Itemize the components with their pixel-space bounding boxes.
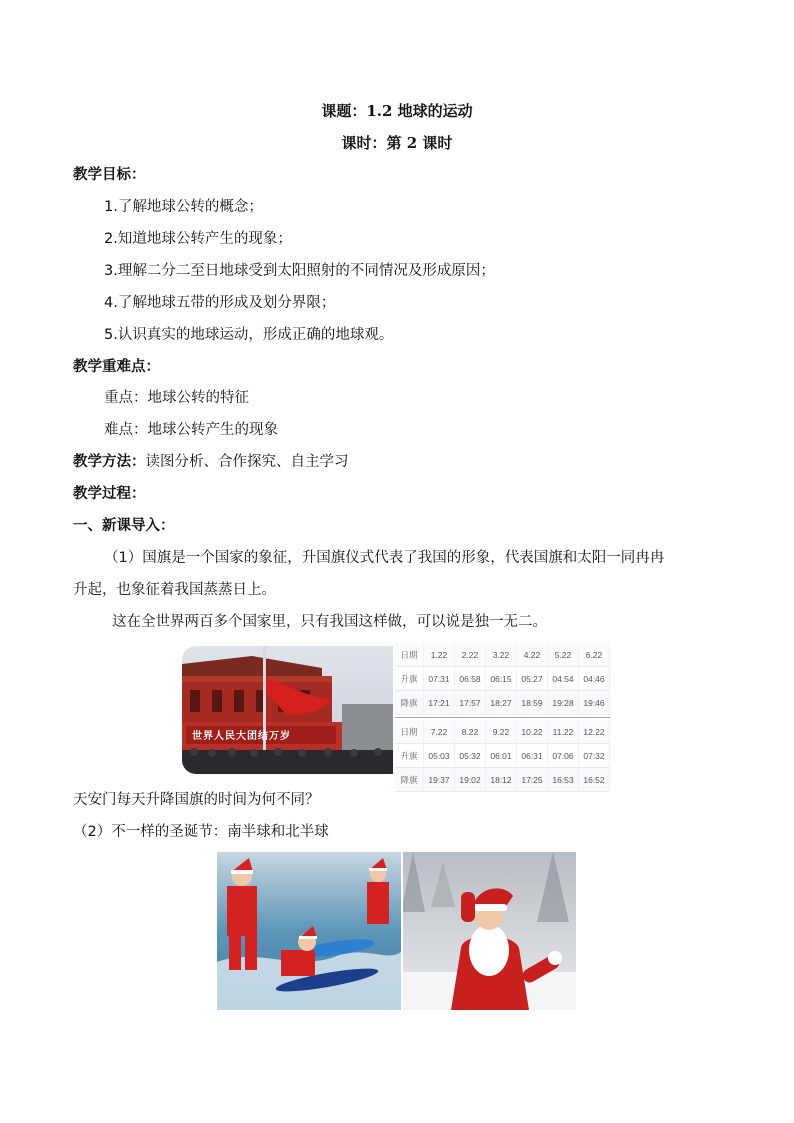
row-label: 日期: [395, 720, 424, 744]
row-label: 日期: [395, 643, 424, 667]
flag-times-block-2: [395, 720, 610, 792]
table-row: [395, 643, 610, 667]
table-cell: 17:21: [424, 691, 455, 715]
row-label: 降旗: [395, 768, 424, 792]
table-cell: 5.22: [548, 643, 579, 667]
table-row: [395, 744, 610, 768]
table-cell: 10.22: [517, 720, 548, 744]
table-cell: 7.22: [424, 720, 455, 744]
table-cell: 05:27: [517, 667, 548, 691]
methods-row: [73, 452, 349, 472]
table-cell: 8.22: [455, 720, 486, 744]
table-cell: 3.22: [486, 643, 517, 667]
goals-heading: 教学目标：: [73, 166, 146, 183]
table-cell: 07:32: [579, 744, 610, 768]
table-cell: 19:46: [579, 691, 610, 715]
table-cell: 18:27: [486, 691, 517, 715]
table-cell: 17:57: [455, 691, 486, 715]
row-label: 升旗: [395, 667, 424, 691]
goal-item: 4.了解地球五带的形成及划分界限；: [104, 295, 336, 311]
snow-santa-photo: [403, 852, 576, 1010]
table-cell: 18:12: [486, 768, 517, 792]
tiananmen-banner-text: 世界人民大团结万岁: [192, 731, 291, 742]
table-divider: [395, 717, 610, 718]
paragraph-christmas: （2）不一样的圣诞节：南半球和北半球: [73, 824, 329, 840]
table-cell: 18:59: [517, 691, 548, 715]
row-label: 降旗: [395, 691, 424, 715]
table-cell: 17:25: [517, 768, 548, 792]
table-cell: 19:28: [548, 691, 579, 715]
tiananmen-flag-photo: [182, 646, 393, 774]
table-cell: 16:53: [548, 768, 579, 792]
keypoints-heading: 教学重难点：: [73, 358, 160, 375]
goal-item: 3.理解二分二至日地球受到太阳照射的不同情况及形成原因；: [104, 263, 495, 279]
table-row: [395, 667, 610, 691]
lesson-period: 课时：第 2 课时: [341, 134, 453, 152]
paragraph-flag-line2: 升起，也象征着我国蒸蒸日上。: [73, 582, 276, 598]
table-cell: 06:31: [517, 744, 548, 768]
table-row: [395, 720, 610, 744]
difficult-point: 难点：地球公转产生的现象: [104, 422, 278, 438]
paragraph-unique: 这在全世界两百多个国家里，只有我国这样做，可以说是独一无二。: [112, 614, 547, 630]
table-cell: 05:32: [455, 744, 486, 768]
flag-times-table: [395, 643, 610, 792]
surfing-santa-photo: [217, 852, 401, 1010]
table-cell: 12.22: [579, 720, 610, 744]
table-cell: 9.22: [486, 720, 517, 744]
goal-item: 5.认识真实的地球运动，形成正确的地球观。: [104, 327, 394, 343]
goal-item: 1.了解地球公转的概念；: [104, 199, 263, 215]
table-cell: 6.22: [579, 643, 610, 667]
table-cell: 04:54: [548, 667, 579, 691]
process-heading: 教学过程：: [73, 485, 146, 502]
table-cell: 19:37: [424, 768, 455, 792]
table-cell: 1.22: [424, 643, 455, 667]
lesson-title: 课题：1.2 地球的运动: [321, 102, 473, 120]
flag-time-question: 天安门每天升降国旗的时间为何不同？: [73, 792, 320, 808]
focus-point: 重点：地球公转的特征: [104, 390, 249, 406]
row-label: 升旗: [395, 744, 424, 768]
table-cell: 16:52: [579, 768, 610, 792]
table-cell: 06:15: [486, 667, 517, 691]
table-cell: 07:31: [424, 667, 455, 691]
table-cell: 19:02: [455, 768, 486, 792]
table-row: [395, 768, 610, 792]
table-cell: 11.22: [548, 720, 579, 744]
section-intro-heading: 一、新课导入：: [73, 517, 175, 534]
table-cell: 06:58: [455, 667, 486, 691]
methods-heading: 教学方法：: [73, 453, 146, 470]
flag-times-block-1: [395, 643, 610, 715]
table-cell: 06:01: [486, 744, 517, 768]
table-cell: 04:46: [579, 667, 610, 691]
table-cell: 05:03: [424, 744, 455, 768]
goal-item: 2.知道地球公转产生的现象；: [104, 231, 292, 247]
table-cell: 4.22: [517, 643, 548, 667]
methods-text: 读图分析、合作探究、自主学习: [145, 454, 349, 470]
table-row: [395, 691, 610, 715]
table-cell: 07:06: [548, 744, 579, 768]
table-cell: 2.22: [455, 643, 486, 667]
paragraph-flag-line1: （1）国旗是一个国家的象征，升国旗仪式代表了我国的形象，代表国旗和太阳一同冉冉: [104, 550, 665, 566]
